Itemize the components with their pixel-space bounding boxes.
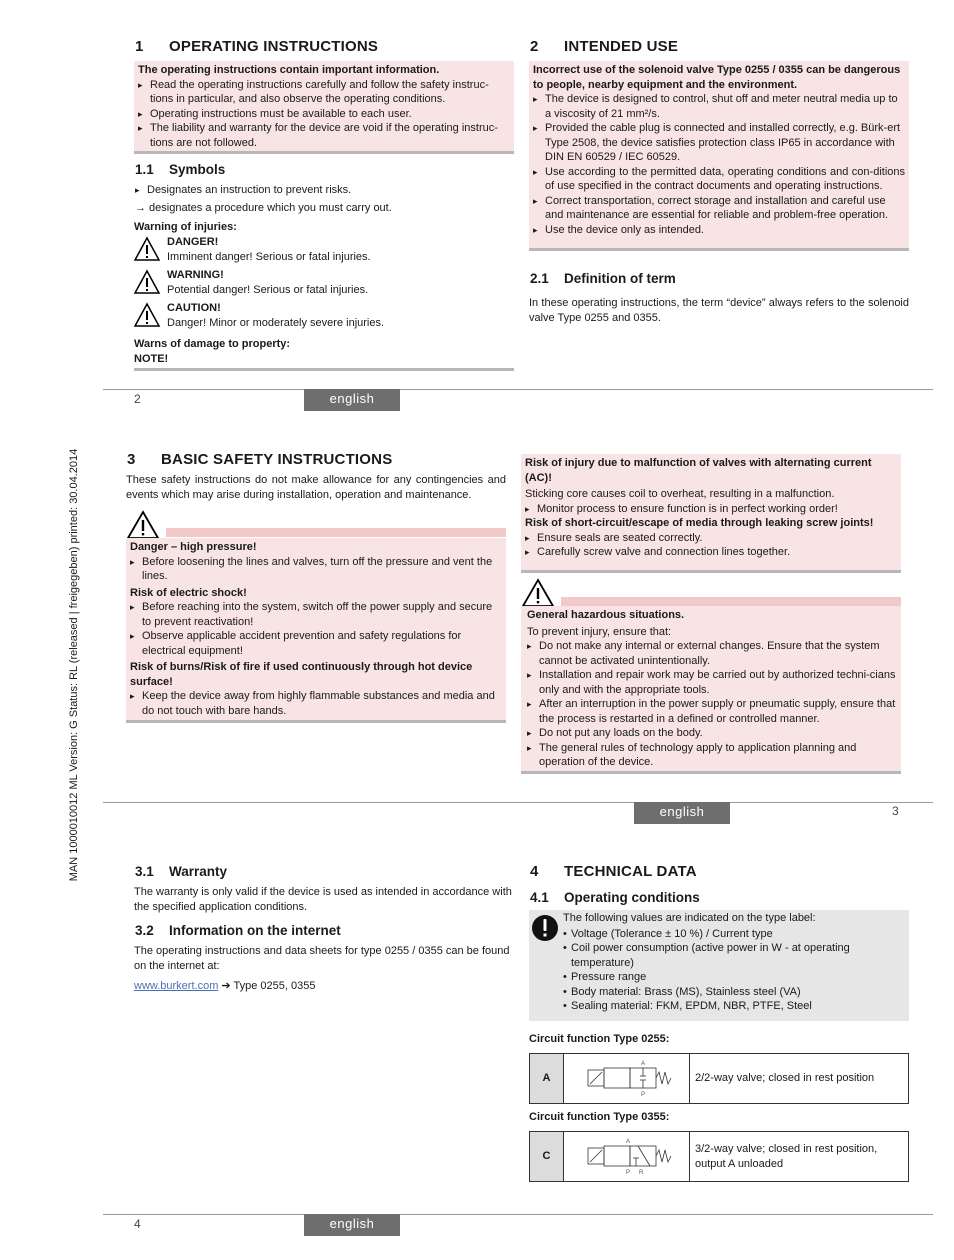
pressure-list (130, 555, 502, 584)
procedure-line: → designates a procedure which you must carry out. (135, 201, 392, 214)
danger-symbol-text: DANGER! Imminent danger! Serious or fatal injuries. (167, 236, 371, 263)
list-item: ▸ Installation and repair work may be carried out by authorized techni-cians only and with the appropriate tools. (527, 668, 897, 697)
list-item: ▸ Read the operating instructions carefully and follow the safety instruc-tions in particular, and also observe the operating conditions. (138, 78, 510, 107)
symbols-divider (134, 368, 514, 371)
type-label-list (563, 927, 903, 1014)
warning-strip (166, 528, 506, 537)
page-2-footer-rule (103, 389, 933, 390)
instruction-list (138, 78, 510, 151)
section-2-heading: 2 INTENDED USE (530, 38, 679, 55)
warning-icon (133, 269, 161, 295)
valve-2-2-symbol (564, 1054, 689, 1103)
list-item: • Body material: Brass (MS), Stainless steel (VA) (563, 985, 903, 1000)
warning-symbol-text: WARNING! Potential danger! Serious or fatal injuries. (167, 269, 369, 296)
list-item: ▸ Before loosening the lines and valves, turn off the pressure and vent the lines. (130, 555, 502, 584)
list-item: ▸ The general rules of technology apply to application planning and operation of the device. (527, 741, 897, 770)
section-3-1-heading: 3.1 Warranty (135, 864, 228, 879)
port-p-label: P (626, 1170, 631, 1176)
list-item: ▸ Provided the cable plug is connected and installed correctly, e.g. Bürk-ert Type 2508, the device satisfies protection class IP65 in accordance with DIN EN 60529 / IEC 60529. (533, 121, 905, 165)
burn-list (130, 689, 502, 718)
ac-text: Sticking core causes coil to overheat, resulting in a malfunction. (525, 488, 835, 500)
port-a-label: A (626, 1139, 631, 1145)
definition-text: In these operating instructions, the term “device” always refers to the solenoid valve Type 0255 and 0355. (529, 297, 909, 324)
valve-symbol-cell (564, 1054, 690, 1104)
shortcircuit-heading: Risk of short-circuit/escape of media through leaking screw joints! (525, 517, 874, 529)
general-heading: General hazardous situations. (527, 609, 685, 621)
port-a-label: A (641, 1061, 646, 1067)
list-item: • Sealing material: FKM, EPDM, NBR, PTFE, Steel (563, 999, 903, 1014)
danger-warning-icon (126, 510, 160, 540)
port-r-label: R (639, 1170, 644, 1176)
caution-icon (133, 302, 161, 328)
box-heading: The operating instructions contain important information. (138, 64, 440, 76)
list-item: ▸ Carefully screw valve and connection lines together. (525, 545, 897, 560)
box-heading: Incorrect use of the solenoid valve Type 0255 / 0355 can be dangerous to people, nearby equipment and the environment. (533, 64, 901, 91)
document-status-sidebar: MAN 1000010012 ML Version: G Status: RL (released | freigegeben) printed: 30.04.2014 (68, 448, 80, 882)
section-3-heading: 3 BASIC SAFETY INSTRUCTIONS (127, 451, 393, 468)
injury-heading: Warning of injuries: (134, 221, 237, 233)
internet-text: The operating instructions and data sheets for type 0255 / 0355 can be found on the internet at: (134, 945, 510, 972)
circuit-description: 3/2-way valve; closed in rest position, output A unloaded (690, 1132, 909, 1182)
shortcircuit-list (525, 531, 897, 560)
list-item: ▸ Keep the device away from highly flammable substances and media and do not touch with bare hands. (130, 689, 502, 718)
list-item: • Coil power consumption (active power in W - at operating temperature) (563, 941, 903, 970)
list-item: ▸ Use the device only as intended. (533, 223, 905, 238)
circuit-0255-heading: Circuit function Type 0255: (529, 1033, 670, 1045)
language-tab: english (634, 802, 730, 824)
list-item: ▸ Correct transportation, correct storage and installation and careful use and maintenance are essential for reliable and problem-free operation. (533, 194, 905, 223)
list-item: ▸ Operating instructions must be available to each user. (138, 107, 510, 122)
valve-symbol-cell (564, 1132, 690, 1182)
circuit-0355-table (529, 1131, 909, 1182)
page-number: 3 (892, 804, 899, 818)
list-item: ▸ Use according to the permitted data, operating conditions and con-ditions of use specified in the contract documents and operating instructions. (533, 165, 905, 194)
risk-line: ▸ Designates an instruction to prevent risks. (135, 184, 352, 196)
circuit-code: A (530, 1054, 564, 1104)
list-item: ▸ Monitor process to ensure function is in perfect working order! (525, 502, 897, 517)
list-item: ▸ After an interruption in the power supply or pneumatic supply, ensure that the process is restarted in a defined or controlled manner. (527, 697, 897, 726)
internet-link-line (134, 979, 315, 994)
note-content: The following values are indicated on the type label: • Voltage (Tolerance ± 10 %) / Current type • Coil power consumption (active power in W - at operating temperature) • Pressure range • Body material: Brass (MS), Stainless steel (VA) • Sealing material: FKM, EPDM, NBR, PTFE, Steel (563, 911, 903, 1014)
list-item: ▸ Observe applicable accident prevention and safety regulations for electrical equipment! (130, 629, 502, 658)
page-4-footer-rule (103, 1214, 933, 1215)
general-hazards-box (521, 606, 901, 774)
danger-warning-icon (133, 236, 161, 262)
circuit-0355-heading: Circuit function Type 0355: (529, 1111, 670, 1123)
section-1-heading: 1 OPERATING INSTRUCTIONS (135, 38, 379, 55)
shock-heading: Risk of electric shock! (130, 586, 247, 599)
circuit-0255-table (529, 1053, 909, 1104)
page-3-footer-rule (103, 802, 933, 803)
list-item: • Pressure range (563, 970, 903, 985)
ac-list (525, 502, 897, 517)
list-item: ▸ The device is designed to control, shut off and meter neutral media up to a viscosity of 21 mm²/s. (533, 92, 905, 121)
page-number: 4 (134, 1217, 141, 1231)
ac-shortcircuit-box (521, 454, 901, 573)
section-4-heading: 4 TECHNICAL DATA (530, 863, 697, 880)
exclamation-note-icon (530, 913, 560, 943)
section-3-2-heading: 3.2 Information on the internet (135, 923, 341, 938)
list-item: ▸ Before reaching into the system, switch off the power supply and secure to prevent reactivation! (130, 600, 502, 629)
section-4-1-heading: 4.1 Operating conditions (530, 890, 700, 905)
section-2-1-heading: 2.1 Definition of term (530, 271, 676, 286)
operating-instructions-box (134, 61, 514, 154)
damage-text: Warns of damage to property: NOTE! (134, 338, 291, 365)
basic-safety-box (126, 538, 506, 723)
circuit-description: 2/2-way valve; closed in rest position (690, 1054, 909, 1104)
list-item: ▸ Ensure seals are seated correctly. (525, 531, 897, 546)
circuit-code: C (530, 1132, 564, 1182)
ac-heading: Risk of injury due to malfunction of valves with alternating current (AC)! (525, 457, 872, 484)
caution-symbol-text: CAUTION! Danger! Minor or moderately severe injuries. (167, 302, 385, 329)
intended-use-box (529, 61, 909, 251)
list-item: • Voltage (Tolerance ± 10 %) / Current type (563, 927, 903, 942)
burkert-link[interactable]: www.burkert.com (134, 980, 219, 992)
language-tab: english (304, 1214, 400, 1236)
burn-heading: Risk of burns/Risk of fire if used continuously through hot device surface! (130, 661, 473, 688)
language-tab: english (304, 389, 400, 411)
symbols-lines (135, 183, 515, 215)
safety-intro: These safety instructions do not make allowance for any contingencies and events which may arise during installation, operation and maintenance. (126, 474, 506, 501)
valve-3-2-symbol (564, 1132, 689, 1181)
page-number: 2 (134, 392, 141, 406)
pressure-heading: Danger – high pressure! (130, 541, 257, 553)
list-item: ▸ Do not make any internal or external changes. Ensure that the system cannot be activated unintentionally. (527, 639, 897, 668)
section-1-1-heading: 1.1 Symbols (135, 162, 226, 177)
type-reference: ➔ Type 0255, 0355 (221, 980, 316, 992)
general-list (527, 639, 897, 770)
general-intro: To prevent injury, ensure that: (527, 625, 672, 638)
list-item: ▸ Do not put any loads on the body. (527, 726, 897, 741)
intended-use-list (533, 92, 905, 237)
general-warning-icon (521, 578, 555, 608)
warning-strip (561, 597, 901, 606)
port-p-label: P (641, 1092, 646, 1098)
list-item: ▸ The liability and warranty for the device are void if the operating instruc-tions are not followed. (138, 121, 510, 150)
shock-list (130, 600, 502, 658)
type-label-note-box (529, 910, 909, 1021)
warranty-text: The warranty is only valid if the device is used as intended in accordance with the specified application conditions. (134, 886, 512, 913)
